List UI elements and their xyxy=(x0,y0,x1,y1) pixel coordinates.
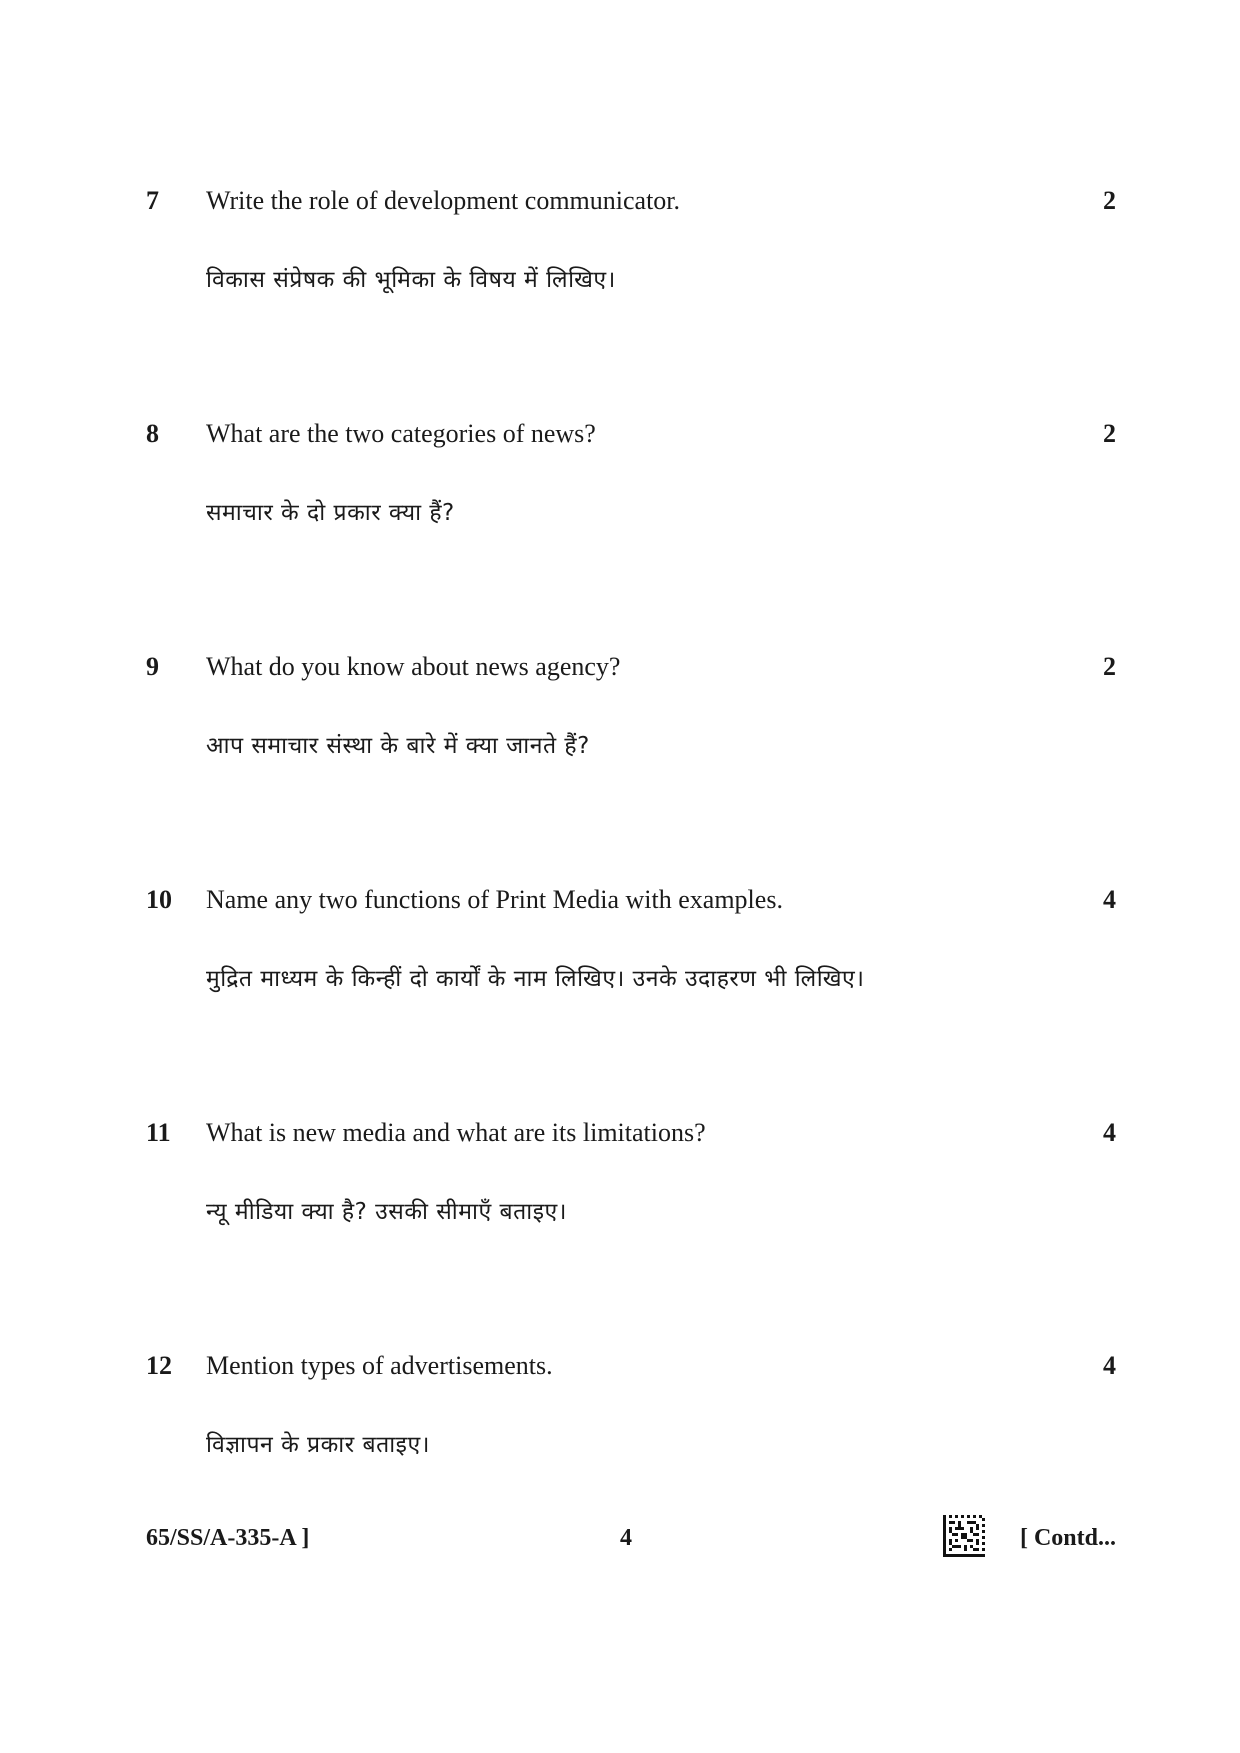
question-number: 10 xyxy=(146,885,172,914)
question-number: 8 xyxy=(146,419,159,448)
question-text-hindi: समाचार के दो प्रकार क्या हैं? xyxy=(206,500,455,526)
question-text-english: What do you know about news agency? xyxy=(206,652,621,681)
question-marks: 2 xyxy=(1103,186,1116,215)
question-text-english: What are the two categories of news? xyxy=(206,419,596,448)
question-marks: 4 xyxy=(1103,1118,1116,1147)
qr-code-icon xyxy=(943,1515,985,1557)
question-number: 7 xyxy=(146,186,159,215)
question-marks: 4 xyxy=(1103,885,1116,914)
question-number: 11 xyxy=(146,1118,171,1147)
question-number: 9 xyxy=(146,652,159,681)
question-marks: 2 xyxy=(1103,652,1116,681)
question-text-hindi: न्यू मीडिया क्या है? उसकी सीमाएँ बताइए। xyxy=(206,1199,567,1225)
question-text-english: Mention types of advertisements. xyxy=(206,1351,553,1380)
question-text-hindi: विकास संप्रेषक की भूमिका के विषय में लिखिए। xyxy=(206,267,616,293)
question-number: 12 xyxy=(146,1351,172,1380)
continued-label: [ Contd... xyxy=(1019,1525,1116,1551)
question-marks: 2 xyxy=(1103,419,1116,448)
question-text-english: What is new media and what are its limitations? xyxy=(206,1118,706,1147)
question-text-hindi: मुद्रित माध्यम के किन्हीं दो कार्यों के नाम लिखिए। उनके उदाहरण भी लिखिए। xyxy=(206,966,865,992)
paper-code: 65/SS/A-335-A ] xyxy=(146,1525,310,1551)
question-text-english: Write the role of development communicator. xyxy=(206,186,681,215)
question-text-english: Name any two functions of Print Media with examples. xyxy=(206,885,783,914)
question-text-hindi: आप समाचार संस्था के बारे में क्या जानते हैं? xyxy=(206,733,590,759)
question-marks: 4 xyxy=(1103,1351,1116,1380)
page-footer xyxy=(0,1523,1240,1559)
question-text-hindi: विज्ञापन के प्रकार बताइए। xyxy=(206,1432,430,1458)
page-number: 4 xyxy=(620,1525,632,1551)
